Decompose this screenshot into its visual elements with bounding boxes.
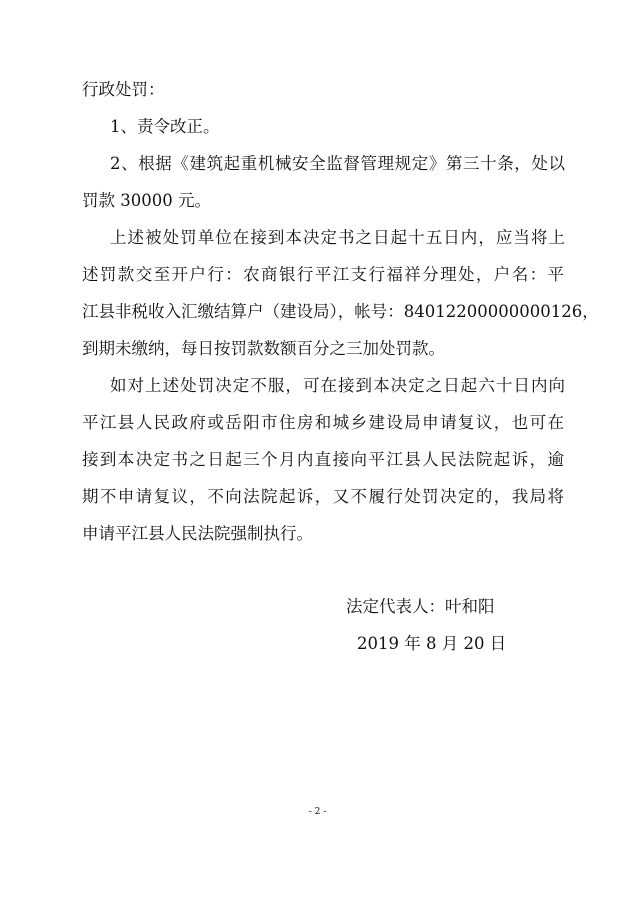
page-number: - 2 - <box>308 807 327 817</box>
text-line-8: 到期未缴纳，每日按罚款数额百分之三加处罚款。 <box>82 339 445 358</box>
signature-date: 2019 年 8 月 20 日 <box>357 634 507 653</box>
text-line-13: 申请平江县人民法院强制执行。 <box>82 524 313 543</box>
text-line-12: 期不申请复议，不向法院起诉，又不履行处罚决定的，我局将 <box>82 487 564 506</box>
text-line-11: 接到本决定书之日起三个月内直接向平江县人民法院起诉，逾 <box>82 450 564 469</box>
text-line-6: 述罚款交至开户行：农商银行平江支行福祥分理处，户名：平 <box>82 265 564 284</box>
text-line-3: 2、根据《建筑起重机械安全监督管理规定》第三十条，处以 <box>110 154 565 173</box>
text-line-9: 如对上述处罚决定不服，可在接到本决定之日起六十日内向 <box>110 376 565 395</box>
text-line-5: 上述被处罚单位在接到本决定书之日起十五日内，应当将上 <box>110 228 565 247</box>
text-line-10: 平江县人民政府或岳阳市住房和城乡建设局申请复议，也可在 <box>82 413 564 432</box>
legal-representative: 法定代表人：叶和阳 <box>346 597 495 616</box>
text-line-1: 行政处罚： <box>82 80 165 99</box>
text-line-2: 1、责令改正。 <box>110 117 220 136</box>
text-line-7: 江县非税收入汇缴结算户（建设局），帐号：84012200000000126， <box>82 302 599 321</box>
text-line-4: 罚款 30000 元。 <box>82 191 211 210</box>
